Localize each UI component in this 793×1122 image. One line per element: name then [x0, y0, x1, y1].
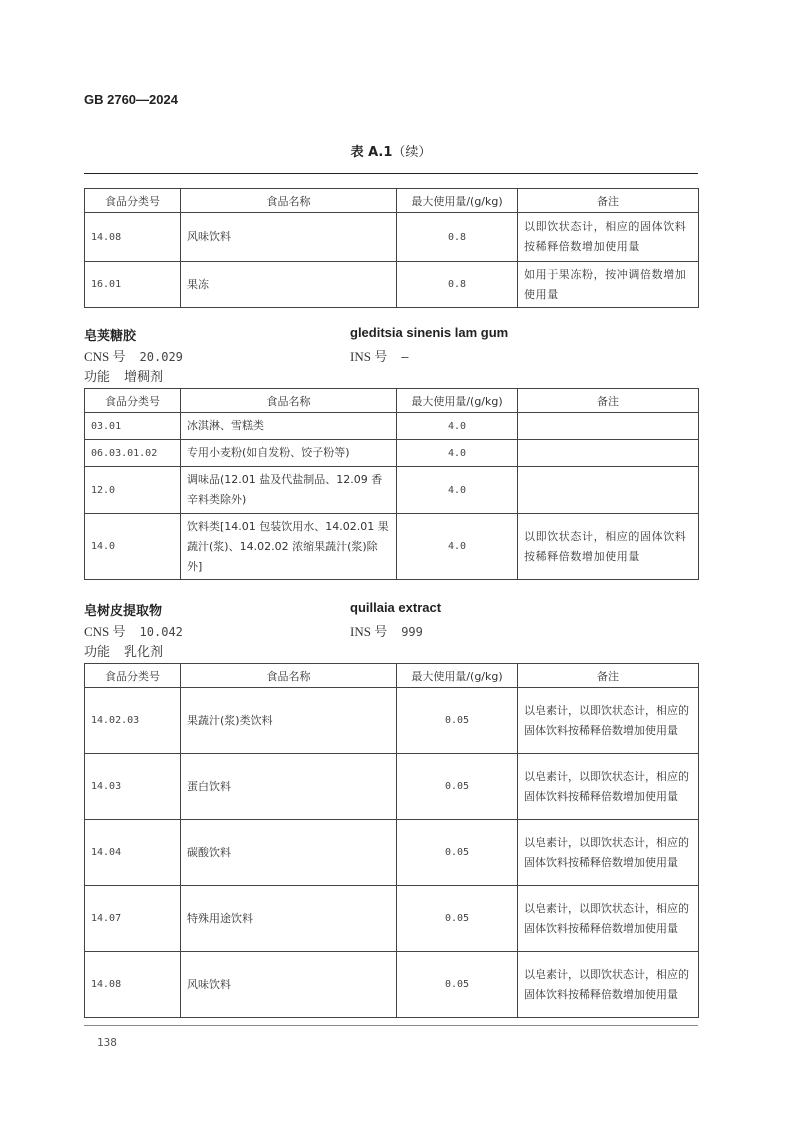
- usage-table-gleditsia: [84, 388, 699, 580]
- col-header-max-usage: 最大使用量/(g/kg): [397, 664, 518, 688]
- additive-name-en: gleditsia sinenis lam gum: [350, 325, 509, 340]
- max-usage-value: 0.05: [397, 952, 518, 1018]
- cns-number: [84, 621, 183, 640]
- col-header-max-usage: 最大使用量/(g/kg): [397, 389, 518, 413]
- table-caption-continued: （续）: [392, 145, 432, 160]
- food-name: 饮料类[14.01 包装饮用水、14.02.01 果蔬汁(浆)、14.02.02 浓缩果蔬汁(浆)除外]: [181, 514, 397, 580]
- col-header-category: 食品分类号: [85, 664, 181, 688]
- remark-text: 以皂素计，以即饮状态计，相应的固体饮料按稀释倍数增加使用量: [518, 886, 699, 952]
- function-label: 功能: [84, 370, 111, 385]
- category-code: 14.03: [85, 754, 181, 820]
- ins-label: INS 号: [350, 349, 388, 364]
- category-code: 14.07: [85, 886, 181, 952]
- category-code: 03.01: [85, 413, 181, 440]
- max-usage-value: 4.0: [397, 467, 518, 514]
- ins-number: [350, 621, 423, 640]
- col-header-remark: 备注: [518, 389, 699, 413]
- remark-text: 以即饮状态计，相应的固体饮料按稀释倍数增加使用量: [518, 514, 699, 580]
- usage-table-quillaia: [84, 663, 699, 1018]
- table-row: [85, 820, 699, 886]
- additive-name-en: quillaia extract: [350, 600, 442, 615]
- col-header-remark: 备注: [518, 189, 699, 213]
- cns-value: 10.042: [139, 625, 183, 639]
- table-row: [85, 440, 699, 467]
- max-usage-value: 0.8: [397, 262, 518, 308]
- table-row: [85, 886, 699, 952]
- max-usage-value: 0.05: [397, 688, 518, 754]
- max-usage-value: 0.8: [397, 213, 518, 262]
- table-header-row: [85, 189, 699, 213]
- category-code: 06.03.01.02: [85, 440, 181, 467]
- category-code: 12.0: [85, 467, 181, 514]
- table-row: [85, 754, 699, 820]
- food-name: 蛋白饮料: [181, 754, 397, 820]
- col-header-remark: 备注: [518, 664, 699, 688]
- remark-text: 如用于果冻粉，按冲调倍数增加使用量: [518, 262, 699, 308]
- table-row: [85, 688, 699, 754]
- additive-name-cn: 皂树皮提取物: [84, 604, 163, 619]
- additive-name-cn: 皂荚糖胶: [84, 329, 137, 344]
- cns-label: CNS 号: [84, 349, 126, 364]
- food-name: 专用小麦粉(如自发粉、饺子粉等): [181, 440, 397, 467]
- max-usage-value: 0.05: [397, 820, 518, 886]
- table-row: [85, 514, 699, 580]
- table-header-row: [85, 389, 699, 413]
- ins-label: INS 号: [350, 624, 388, 639]
- table-row: [85, 413, 699, 440]
- max-usage-value: 4.0: [397, 413, 518, 440]
- table-caption: [84, 141, 698, 160]
- remark-text: [518, 413, 699, 440]
- remark-text: [518, 440, 699, 467]
- col-header-food-name: 食品名称: [181, 664, 397, 688]
- max-usage-value: 4.0: [397, 514, 518, 580]
- page-number: 138: [97, 1036, 117, 1049]
- food-name: 碳酸饮料: [181, 820, 397, 886]
- category-code: 14.08: [85, 213, 181, 262]
- category-code: 14.08: [85, 952, 181, 1018]
- category-code: 14.0: [85, 514, 181, 580]
- cns-value: 20.029: [139, 350, 183, 364]
- footer-rule: [84, 1025, 698, 1026]
- food-name: 果蔬汁(浆)类饮料: [181, 688, 397, 754]
- col-header-max-usage: 最大使用量/(g/kg): [397, 189, 518, 213]
- max-usage-value: 4.0: [397, 440, 518, 467]
- table-row: [85, 262, 699, 308]
- cns-number: [84, 346, 183, 365]
- function-label: 功能: [84, 645, 111, 660]
- food-name: 特殊用途饮料: [181, 886, 397, 952]
- food-name: 风味饮料: [181, 213, 397, 262]
- table-row: [85, 467, 699, 514]
- table-row: [85, 952, 699, 1018]
- ins-number: [350, 346, 408, 365]
- col-header-category: 食品分类号: [85, 189, 181, 213]
- function-line: [84, 641, 163, 660]
- ins-value: 999: [401, 625, 423, 639]
- caption-rule: [84, 173, 698, 174]
- col-header-category: 食品分类号: [85, 389, 181, 413]
- ins-value: —: [401, 350, 409, 364]
- category-code: 16.01: [85, 262, 181, 308]
- remark-text: 以皂素计，以即饮状态计，相应的固体饮料按稀释倍数增加使用量: [518, 688, 699, 754]
- max-usage-value: 0.05: [397, 886, 518, 952]
- function-value: 乳化剂: [124, 645, 164, 660]
- category-code: 14.02.03: [85, 688, 181, 754]
- food-name: 果冻: [181, 262, 397, 308]
- usage-table-continued: [84, 188, 699, 308]
- standard-code: GB 2760—2024: [84, 92, 178, 107]
- table-caption-title: 表 A.1: [350, 145, 393, 160]
- cns-label: CNS 号: [84, 624, 126, 639]
- function-value: 增稠剂: [124, 370, 164, 385]
- table-row: [85, 213, 699, 262]
- max-usage-value: 0.05: [397, 754, 518, 820]
- food-name: 风味饮料: [181, 952, 397, 1018]
- remark-text: [518, 467, 699, 514]
- col-header-food-name: 食品名称: [181, 189, 397, 213]
- food-name: 调味品(12.01 盐及代盐制品、12.09 香辛料类除外): [181, 467, 397, 514]
- col-header-food-name: 食品名称: [181, 389, 397, 413]
- remark-text: 以皂素计，以即饮状态计，相应的固体饮料按稀释倍数增加使用量: [518, 952, 699, 1018]
- function-line: [84, 366, 163, 385]
- category-code: 14.04: [85, 820, 181, 886]
- food-name: 冰淇淋、雪糕类: [181, 413, 397, 440]
- remark-text: 以皂素计，以即饮状态计，相应的固体饮料按稀释倍数增加使用量: [518, 754, 699, 820]
- table-header-row: [85, 664, 699, 688]
- remark-text: 以即饮状态计，相应的固体饮料按稀释倍数增加使用量: [518, 213, 699, 262]
- remark-text: 以皂素计，以即饮状态计，相应的固体饮料按稀释倍数增加使用量: [518, 820, 699, 886]
